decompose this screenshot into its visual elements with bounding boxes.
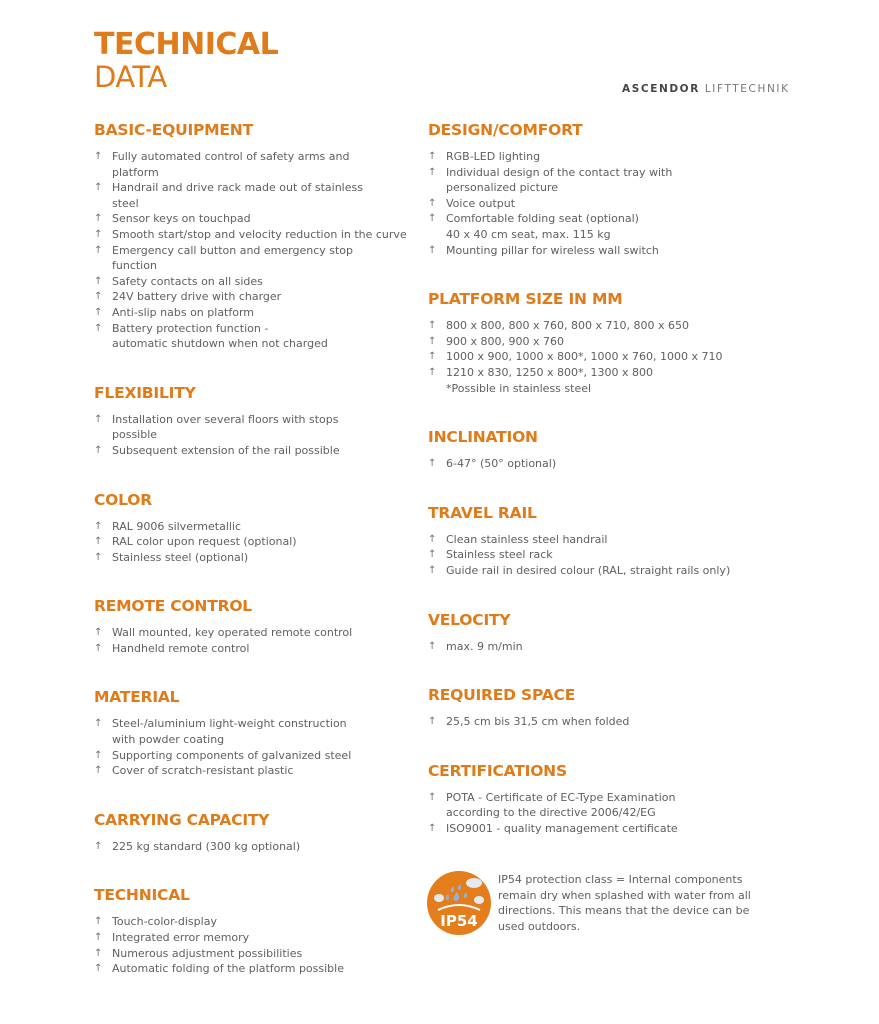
list-item: [94, 274, 414, 290]
list-item-text: Individual design of the contact tray with personalized picture: [446, 165, 673, 195]
left-column: [94, 120, 414, 977]
arrow-up-bullet-icon: ↑: [94, 444, 103, 456]
section-required-space: [428, 685, 768, 730]
section-remote-control: [94, 596, 414, 656]
list-item-text: 6-47° (50° optional): [446, 457, 557, 471]
list-item-text: Installation over several floors with stops possible: [112, 412, 339, 442]
list-item: [94, 289, 414, 305]
arrow-up-bullet-icon: ↑: [94, 642, 103, 654]
arrow-up-bullet-icon: ↑: [94, 322, 103, 334]
arrow-up-bullet-icon: ↑: [94, 151, 103, 162]
list-item: [428, 349, 768, 365]
list-item: [94, 625, 414, 641]
section-title: FLEXIBILITY: [94, 383, 196, 402]
arrow-up-bullet-icon: ↑: [94, 749, 103, 761]
list-item: [428, 334, 768, 350]
section-list: [94, 149, 414, 352]
list-item: [94, 180, 414, 211]
list-item-text: Touch-color-display: [112, 915, 217, 929]
list-item: [428, 318, 768, 334]
section-title: MATERIAL: [94, 688, 180, 707]
list-item-text: 900 x 800, 900 x 760: [446, 334, 564, 348]
arrow-up-bullet-icon: ↑: [94, 291, 103, 303]
list-item-text: Fully automated control of safety arms and platform: [112, 150, 350, 179]
arrow-up-bullet-icon: ↑: [94, 182, 103, 194]
list-item-text: Smooth start/stop and velocity reduction in the curve: [112, 227, 407, 241]
list-item: [94, 211, 414, 227]
list-item-text: Supporting components of galvanized steel: [112, 748, 352, 762]
arrow-up-bullet-icon: ↑: [428, 533, 437, 545]
title-line-2: DATA: [94, 60, 167, 94]
list-item-text: 1210 x 830, 1250 x 800*, 1300 x 800 *Possible in stainless steel: [446, 365, 653, 395]
list-item: [94, 149, 414, 180]
arrow-up-bullet-icon: ↑: [94, 718, 103, 730]
section-technical: [94, 885, 414, 976]
list-item: [94, 946, 414, 962]
list-item: [94, 914, 414, 930]
list-item-text: RAL color upon request (optional): [112, 535, 297, 549]
section-title: REMOTE CONTROL: [94, 597, 252, 616]
list-item: [94, 519, 414, 535]
list-item: [428, 196, 768, 212]
arrow-up-bullet-icon: ↑: [94, 947, 103, 959]
arrow-up-bullet-icon: ↑: [94, 228, 103, 240]
arrow-up-bullet-icon: ↑: [428, 366, 437, 378]
section-title: CARRYING CAPACITY: [94, 810, 270, 829]
list-item-text: Cover of scratch-resistant plastic: [112, 764, 294, 778]
section-list: [428, 149, 768, 258]
section-list: [428, 639, 768, 655]
list-item-text: Stainless steel rack: [446, 548, 553, 562]
arrow-up-bullet-icon: ↑: [94, 213, 103, 225]
list-item-text: Comfortable folding seat (optional) 40 x 40 cm seat, max. 115 kg: [446, 212, 639, 241]
arrow-up-bullet-icon: ↑: [94, 413, 103, 425]
arrow-up-bullet-icon: ↑: [94, 627, 103, 639]
section-title: BASIC-EQUIPMENT: [94, 121, 253, 139]
section-inclination: [428, 427, 768, 472]
list-item: [428, 365, 768, 396]
arrow-up-bullet-icon: ↑: [94, 932, 103, 944]
section-title: CERTIFICATIONS: [428, 761, 567, 780]
list-item: [94, 641, 414, 657]
list-item-text: Handheld remote control: [112, 641, 250, 655]
list-item-text: 1000 x 900, 1000 x 800*, 1000 x 760, 1000 x 710: [446, 350, 723, 364]
arrow-up-bullet-icon: ↑: [428, 197, 437, 209]
ip54-badge-icon: [426, 870, 492, 936]
section-list: [428, 318, 768, 396]
list-item: [428, 211, 768, 242]
list-item: [94, 716, 414, 747]
arrow-up-bullet-icon: ↑: [94, 306, 103, 318]
list-item-text: Wall mounted, key operated remote control: [112, 626, 353, 640]
section-carrying-capacity: [94, 810, 414, 855]
section-title: TRAVEL RAIL: [428, 503, 537, 522]
arrow-up-bullet-icon: ↑: [428, 351, 437, 363]
section-title: TECHNICAL: [94, 886, 190, 905]
section-basic-equipment: [94, 120, 414, 352]
list-item-text: ISO9001 - quality management certificate: [446, 821, 678, 835]
arrow-up-bullet-icon: ↑: [428, 549, 437, 561]
list-item-text: Safety contacts on all sides: [112, 274, 263, 288]
arrow-up-bullet-icon: ↑: [428, 244, 437, 256]
list-item-text: max. 9 m/min: [446, 639, 523, 653]
arrow-up-bullet-icon: ↑: [94, 840, 103, 852]
list-item-text: 225 kg standard (300 kg optional): [112, 839, 301, 853]
list-item: [94, 748, 414, 764]
list-item: [94, 930, 414, 946]
section-title: PLATFORM SIZE IN MM: [428, 290, 623, 309]
list-item: [428, 532, 768, 548]
list-item: [428, 563, 768, 579]
list-item: [428, 149, 768, 165]
section-title: COLOR: [94, 490, 152, 509]
arrow-up-bullet-icon: ↑: [428, 320, 437, 332]
arrow-up-bullet-icon: ↑: [94, 275, 103, 287]
list-item: [94, 550, 414, 566]
section-color: [94, 490, 414, 566]
section-list: [94, 412, 414, 459]
arrow-up-bullet-icon: ↑: [94, 963, 103, 975]
list-item-text: Clean stainless steel handrail: [446, 532, 608, 546]
section-velocity: [428, 610, 768, 655]
section-flexibility: [94, 383, 414, 459]
list-item: [428, 165, 768, 196]
list-item-text: Sensor keys on touchpad: [112, 212, 251, 226]
ip54-description: IP54 protection class = Internal components remain dry when splashed with water from all directions. This means that the device can be used outdoors.: [498, 873, 751, 933]
list-item-text: Integrated error memory: [112, 931, 250, 945]
list-item-text: Automatic folding of the platform possible: [112, 962, 344, 976]
section-title: DESIGN/COMFORT: [428, 121, 583, 139]
section-list: [94, 839, 414, 855]
list-item-text: Handrail and drive rack made out of stainless steel: [112, 181, 363, 210]
arrow-up-bullet-icon: ↑: [428, 335, 437, 347]
arrow-up-bullet-icon: ↑: [94, 520, 103, 532]
list-item: [428, 456, 768, 472]
section-list: [428, 532, 768, 579]
page-title: [94, 28, 278, 93]
section-list: [94, 716, 414, 778]
arrow-up-bullet-icon: ↑: [428, 822, 437, 834]
section-certifications: [428, 761, 768, 837]
list-item: [94, 412, 414, 443]
ip54-info: [426, 870, 766, 940]
arrow-up-bullet-icon: ↑: [94, 551, 103, 563]
title-line-1: TECHNICAL: [94, 27, 279, 62]
list-item: [94, 243, 414, 274]
list-item: [428, 547, 768, 563]
right-column: [428, 120, 768, 836]
list-item-text: Emergency call button and emergency stop function: [112, 243, 354, 273]
list-item-text: Numerous adjustment possibilities: [112, 946, 303, 960]
list-item: [94, 961, 414, 977]
list-item: [94, 321, 414, 352]
arrow-up-bullet-icon: ↑: [428, 640, 437, 652]
list-item: [94, 763, 414, 779]
list-item-text: Anti-slip nabs on platform: [112, 305, 255, 319]
list-item-text: 24V battery drive with charger: [112, 290, 282, 304]
brand-name: ASCENDOR: [622, 83, 700, 95]
section-list: [428, 456, 768, 472]
list-item: [94, 305, 414, 321]
arrow-up-bullet-icon: ↑: [94, 536, 103, 548]
arrow-up-bullet-icon: ↑: [94, 916, 103, 928]
section-list: [94, 519, 414, 566]
arrow-up-bullet-icon: ↑: [428, 716, 437, 728]
arrow-up-bullet-icon: ↑: [428, 791, 437, 803]
list-item-text: 800 x 800, 800 x 760, 800 x 710, 800 x 650: [446, 319, 689, 333]
list-item-text: Voice output: [446, 196, 516, 210]
section-design-comfort: [428, 120, 768, 258]
list-item-text: Stainless steel (optional): [112, 550, 249, 564]
list-item-text: POTA - Certificate of EC-Type Examination according to the directive 2006/42/EG: [446, 790, 676, 820]
section-material: [94, 687, 414, 778]
list-item: [94, 534, 414, 550]
section-title: REQUIRED SPACE: [428, 686, 576, 705]
section-title: VELOCITY: [428, 610, 511, 629]
list-item: [428, 243, 768, 259]
section-list: [94, 914, 414, 976]
list-item: [428, 821, 768, 837]
list-item: [428, 714, 768, 730]
section-list: [94, 625, 414, 656]
list-item: [94, 227, 414, 243]
list-item-text: RGB-LED lighting: [446, 150, 541, 163]
brand-logo: [622, 83, 790, 95]
arrow-up-bullet-icon: ↑: [428, 458, 437, 470]
section-title: INCLINATION: [428, 428, 538, 447]
list-item: [94, 443, 414, 459]
section-platform-size-in-mm: [428, 289, 768, 396]
list-item: [428, 639, 768, 655]
list-item-text: Subsequent extension of the rail possible: [112, 443, 340, 457]
arrow-up-bullet-icon: ↑: [94, 765, 103, 777]
arrow-up-bullet-icon: ↑: [428, 564, 437, 576]
arrow-up-bullet-icon: ↑: [428, 213, 437, 225]
brand-suffix: LIFTTECHNIK: [704, 83, 790, 95]
list-item-text: Steel-/aluminium light-weight construction with powder coating: [112, 717, 347, 747]
arrow-up-bullet-icon: ↑: [94, 244, 103, 256]
list-item: [428, 790, 768, 821]
list-item-text: Battery protection function - automatic shutdown when not charged: [112, 321, 328, 351]
list-item-text: RAL 9006 silvermetallic: [112, 519, 242, 533]
list-item-text: 25,5 cm bis 31,5 cm when folded: [446, 715, 630, 729]
section-list: [428, 790, 768, 837]
list-item: [94, 839, 414, 855]
list-item-text: Mounting pillar for wireless wall switch: [446, 243, 659, 257]
list-item-text: Guide rail in desired colour (RAL, straight rails only): [446, 563, 731, 577]
section-travel-rail: [428, 503, 768, 579]
arrow-up-bullet-icon: ↑: [428, 151, 437, 162]
ip54-badge-label: IP54: [440, 912, 478, 930]
section-list: [428, 714, 768, 730]
arrow-up-bullet-icon: ↑: [428, 166, 437, 178]
